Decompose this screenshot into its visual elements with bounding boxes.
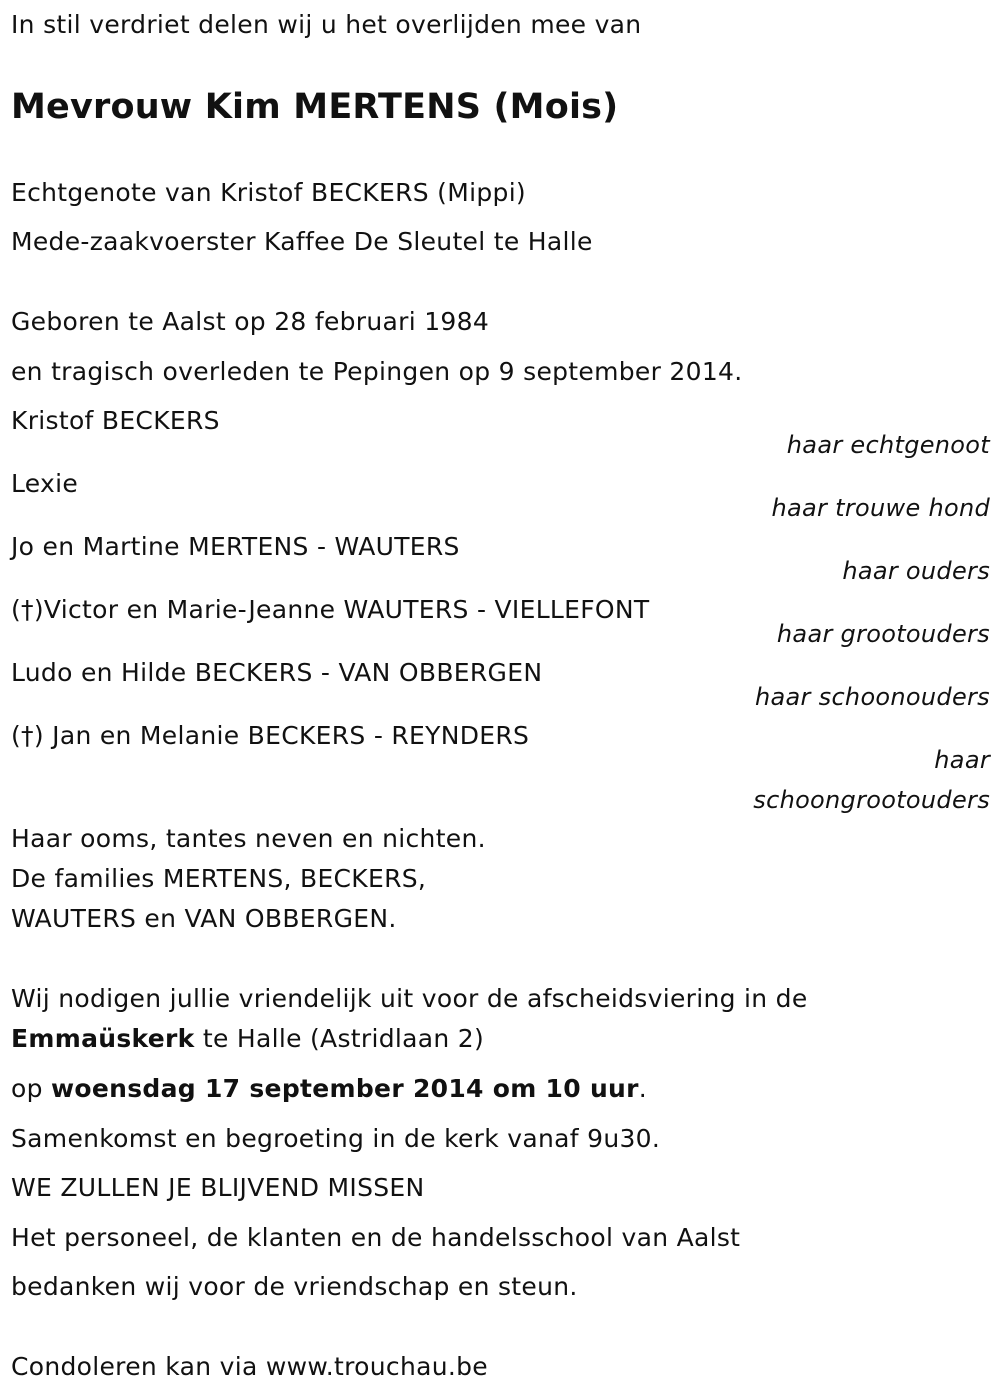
family-relation: haar schoonouders: [755, 683, 990, 711]
invitation-line: Wij nodigen jullie vriendelijk uit voor de afscheidsviering in de: [11, 984, 808, 1013]
family-name: Ludo en Hilde BECKERS - VAN OBBERGEN: [11, 658, 543, 687]
deceased-name: Mevrouw Kim MERTENS (Mois): [11, 87, 619, 127]
miss-line: WE ZULLEN JE BLIJVEND MISSEN: [11, 1173, 425, 1202]
family-relation: haar: [934, 746, 990, 774]
extended-family-line: De families MERTENS, BECKERS,: [11, 864, 427, 893]
occupation-line: Mede-zaakvoerster Kaffee De Sleutel te Halle: [11, 227, 593, 256]
gathering-line: Samenkomst en begroeting in de kerk vanaf 9u30.: [11, 1124, 661, 1153]
date-suffix: .: [638, 1074, 648, 1103]
church-address: te Halle (Astridlaan 2): [194, 1024, 485, 1053]
intro-text: In stil verdriet delen wij u het overlijden mee van: [11, 10, 642, 39]
extended-family-line: WAUTERS en VAN OBBERGEN.: [11, 904, 397, 933]
family-relation: schoongrootouders: [753, 786, 990, 814]
spouse-line: Echtgenote van Kristof BECKERS (Mippi): [11, 178, 526, 207]
family-name: Kristof BECKERS: [11, 406, 220, 435]
extended-family-line: Haar ooms, tantes neven en nichten.: [11, 824, 486, 853]
date-prefix: op: [11, 1074, 52, 1103]
family-relation: haar ouders: [842, 557, 990, 585]
family-name: Lexie: [11, 469, 79, 498]
family-relation: haar trouwe hond: [771, 494, 990, 522]
thanks-line: bedanken wij voor de vriendschap en steun.: [11, 1272, 578, 1301]
family-name: (†) Jan en Melanie BECKERS - REYNDERS: [11, 721, 530, 750]
born-line: Geboren te Aalst op 28 februari 1984: [11, 307, 490, 336]
ceremony-date-line: [11, 1074, 647, 1104]
family-name: (†)Victor en Marie-Jeanne WAUTERS - VIELLEFONT: [11, 595, 650, 624]
family-relation: haar grootouders: [776, 620, 990, 648]
thanks-line: Het personeel, de klanten en de handelsschool van Aalst: [11, 1223, 741, 1252]
family-name: Jo en Martine MERTENS - WAUTERS: [11, 532, 460, 561]
church-line: [11, 1024, 484, 1054]
condolence-line: Condoleren kan via www.trouchau.be: [11, 1352, 488, 1381]
family-relation: haar echtgenoot: [786, 431, 990, 459]
died-line: en tragisch overleden te Pepingen op 9 september 2014.: [11, 357, 743, 386]
church-name: Emmaüskerk: [11, 1024, 195, 1053]
ceremony-date: woensdag 17 september 2014 om 10 uur: [51, 1074, 639, 1103]
